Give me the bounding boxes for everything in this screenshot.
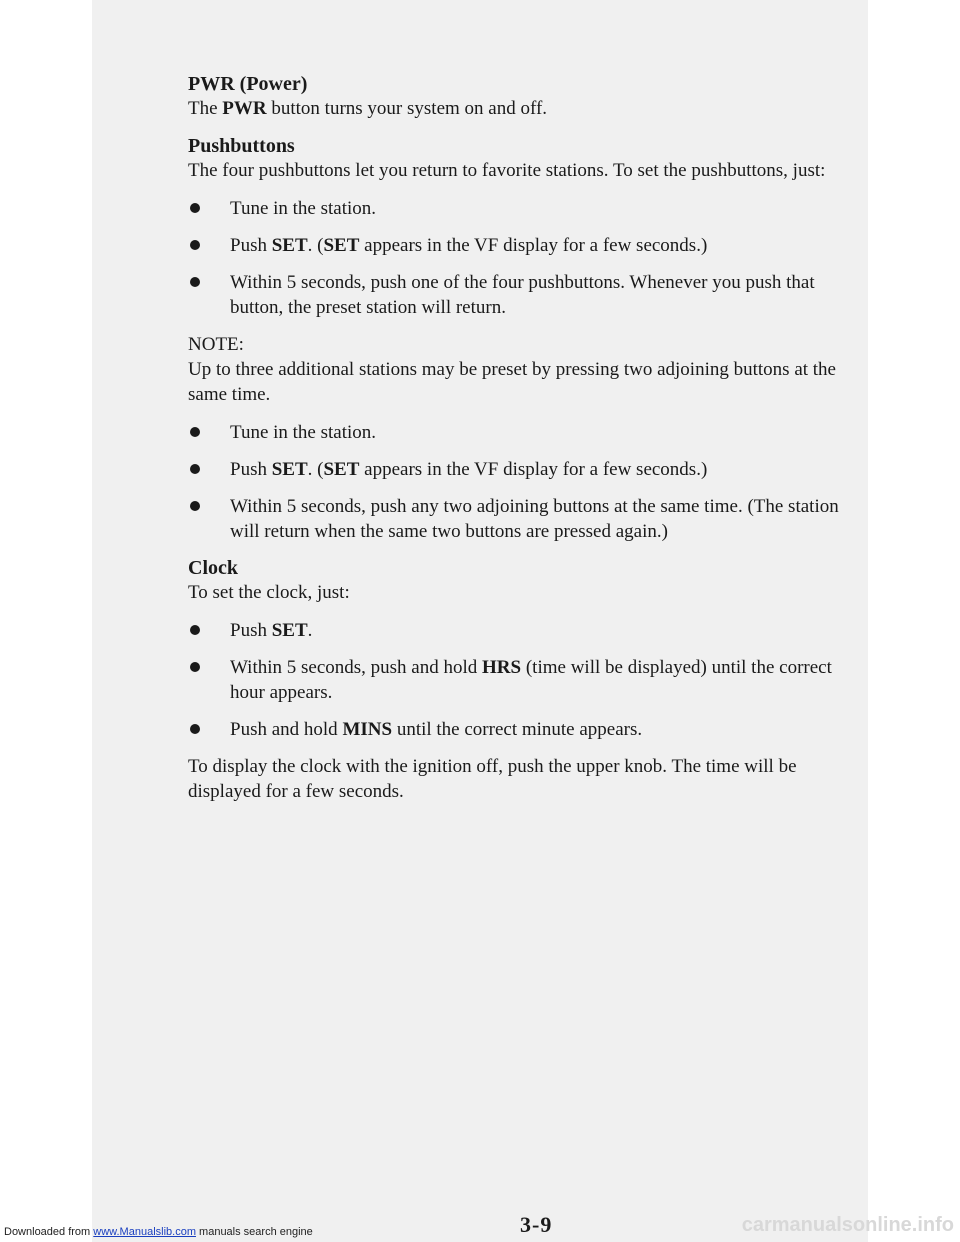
page-content (188, 72, 868, 817)
pushbuttons-heading: Pushbuttons (188, 135, 295, 157)
note-steps (188, 420, 868, 544)
list-item: Push SET. (SET appears in the VF display for a few seconds.) (188, 233, 868, 258)
note-text: Up to three additional stations may be preset by pressing two adjoining buttons at the same time. (188, 359, 836, 405)
manual-page (92, 0, 868, 1242)
list-item: Push and hold MINS until the correct minute appears. (188, 717, 868, 742)
pwr-description: The PWR button turns your system on and off. (188, 98, 548, 119)
clock-closing: To display the clock with the ignition off, push the upper knob. The time will be displayed for a few seconds. (188, 756, 797, 802)
pwr-heading: PWR (Power) (188, 73, 308, 95)
list-item: Within 5 seconds, push and hold HRS (time will be displayed) until the correct hour appears. (188, 655, 868, 705)
download-footer: Downloaded from www.Manualslib.com manuals search engine (4, 1226, 313, 1238)
list-item: Within 5 seconds, push one of the four pushbuttons. Whenever you push that button, the preset station will return. (188, 270, 868, 320)
list-item: Push SET. (SET appears in the VF display for a few seconds.) (188, 457, 868, 482)
note-block (188, 332, 868, 407)
page-number: 3-9 (520, 1212, 553, 1237)
clock-intro: To set the clock, just: (188, 582, 350, 603)
note-label: NOTE: (188, 334, 244, 355)
list-item: Push SET. (188, 618, 868, 643)
clock-steps (188, 618, 868, 742)
pushbuttons-steps (188, 196, 868, 320)
clock-heading: Clock (188, 557, 238, 579)
list-item: Within 5 seconds, push any two adjoining buttons at the same time. (The station will return when the same two buttons are pressed again.) (188, 494, 868, 544)
list-item: Tune in the station. (188, 196, 868, 221)
pushbuttons-intro: The four pushbuttons let you return to favorite stations. To set the pushbuttons, just: (188, 160, 826, 181)
watermark: carmanualsonline.info (741, 1214, 954, 1236)
list-item: Tune in the station. (188, 420, 868, 445)
manualslib-link[interactable]: www.Manualslib.com (93, 1226, 196, 1238)
